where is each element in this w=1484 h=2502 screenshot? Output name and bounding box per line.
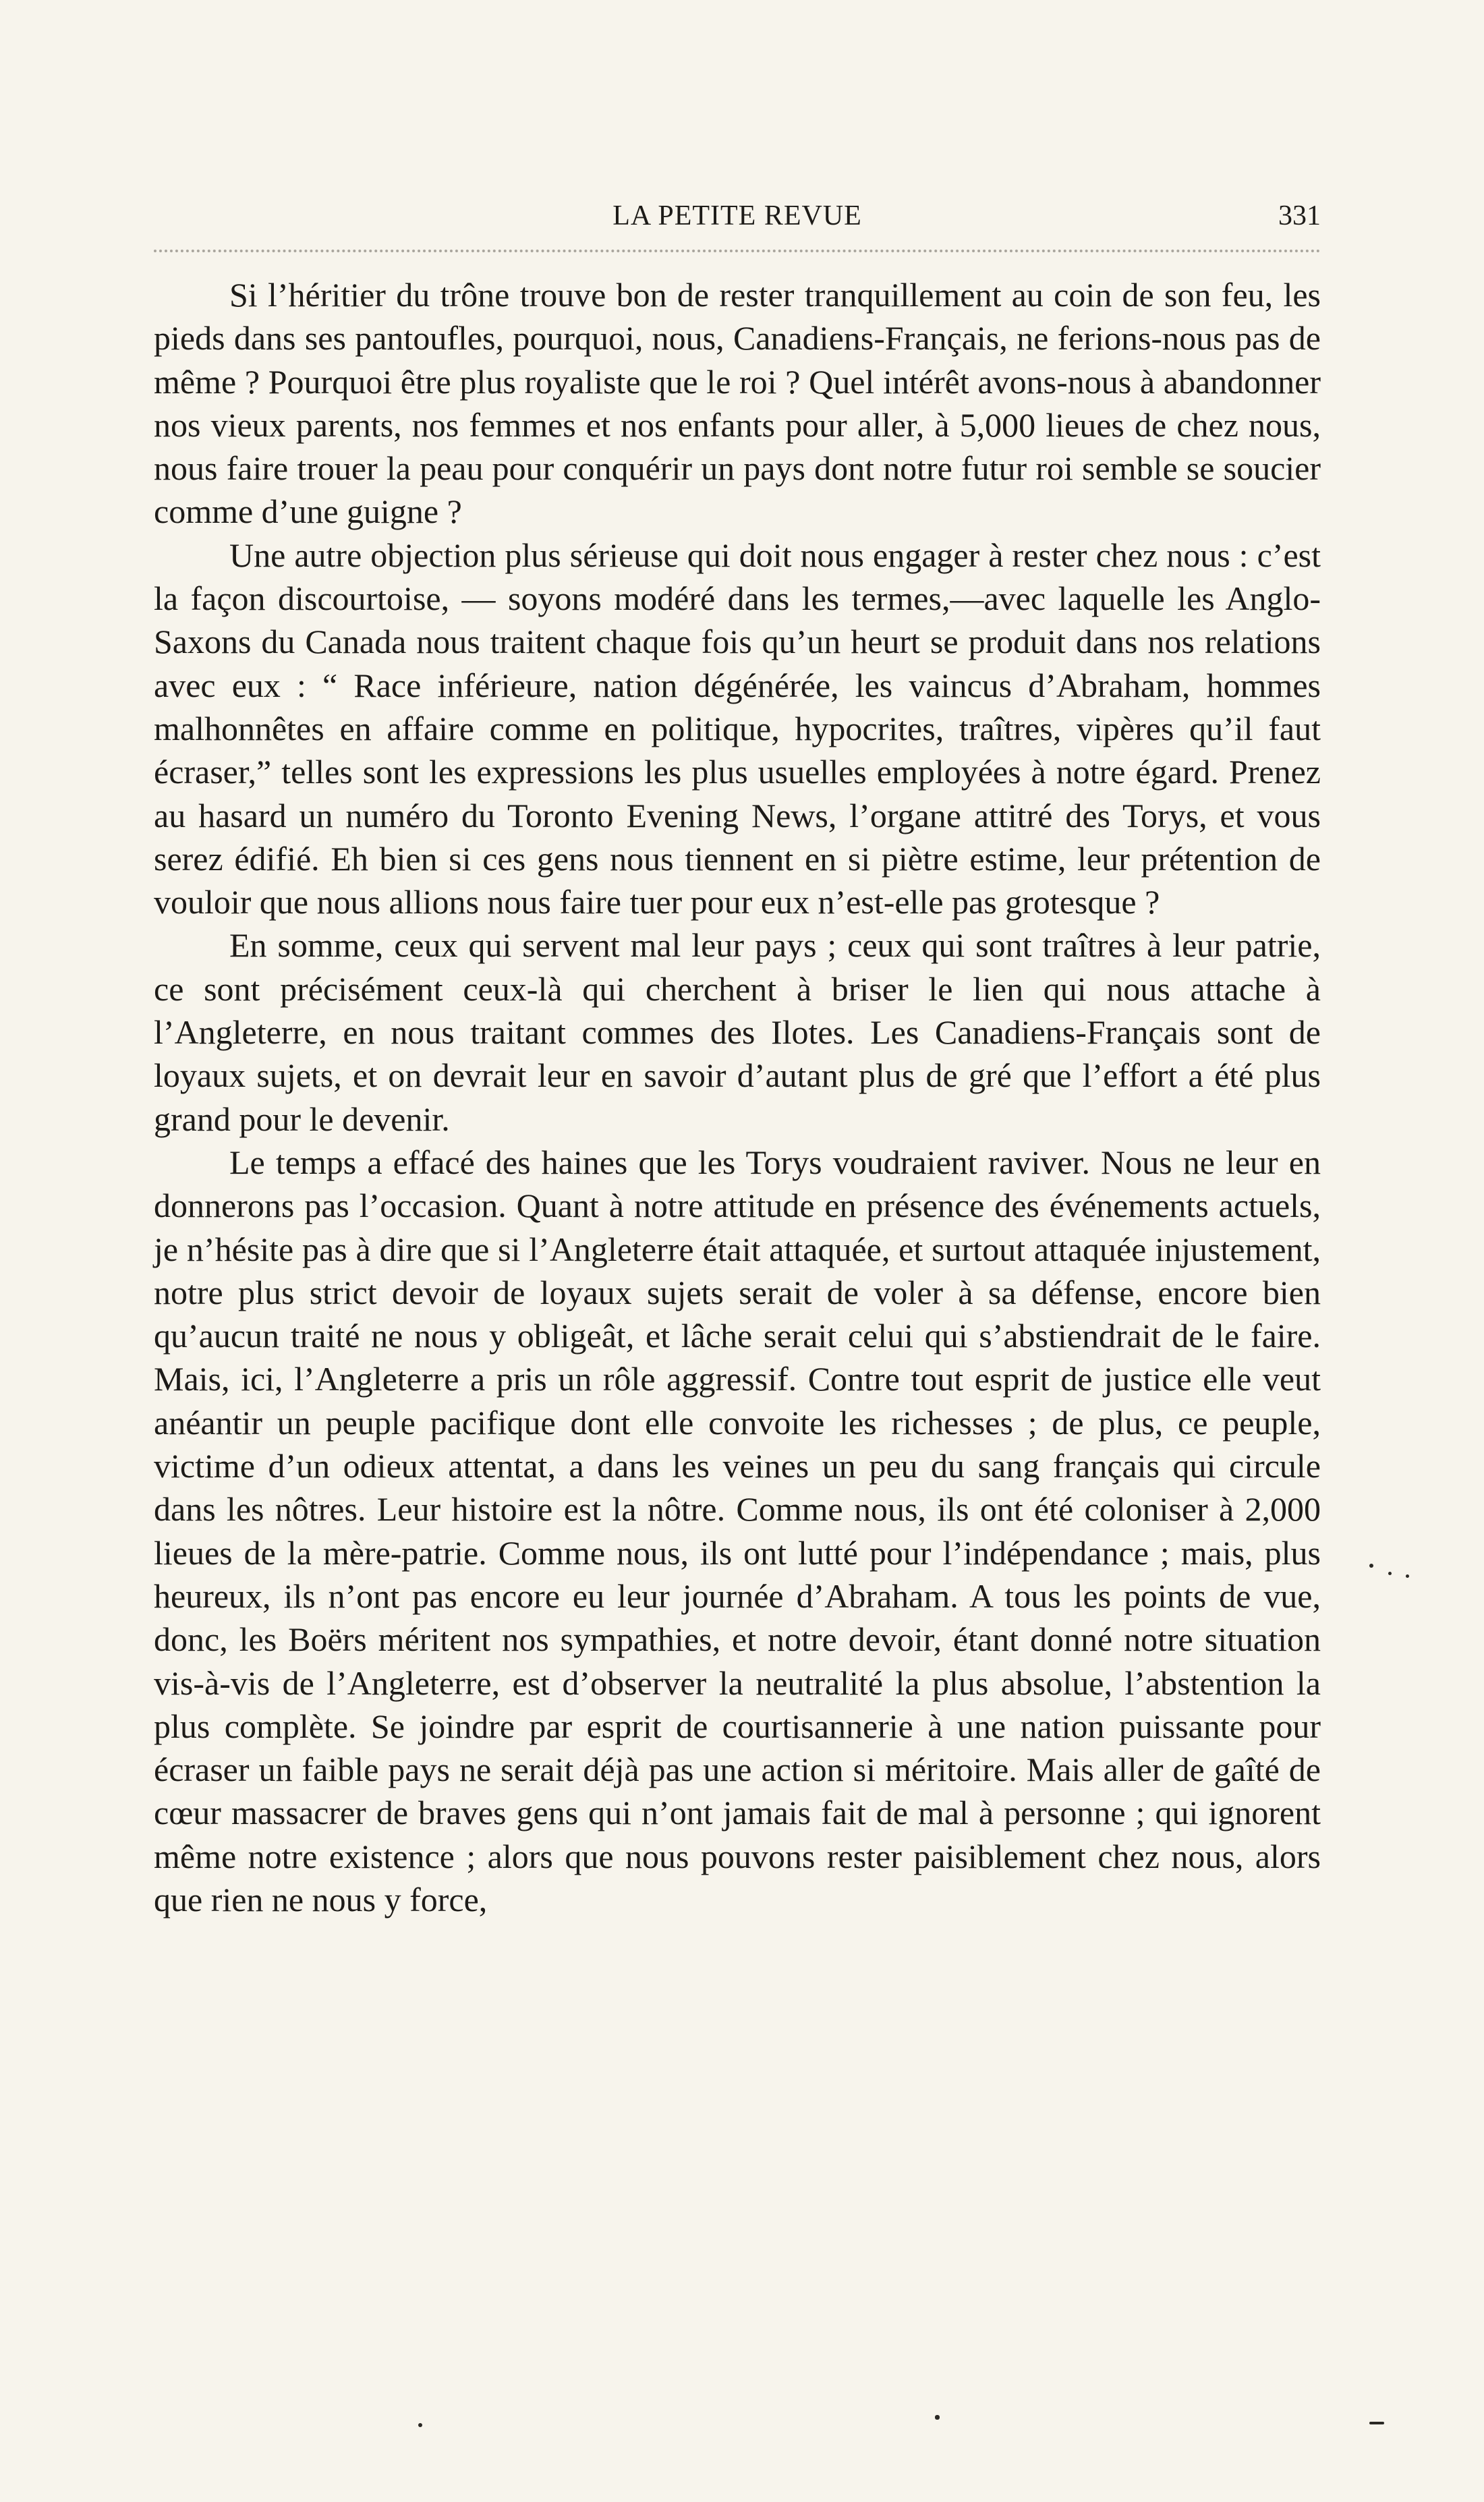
running-head [154,196,1321,236]
page-number: 331 [1278,200,1321,231]
paragraph-4: Le temps a effacé des haines que les Torys voudraient raviver. Nous ne leur en donnerons pas l’occasion. Quant à notre attitude en présence des événements actuels, je n’hésite pas à dire que si l’Angleterre était attaquée, et surtout attaquée injustement, notre plus strict devoir de loyaux sujets serait de voler à sa défense, encore bien qu’aucun traité ne nous y obligeât, et lâche serait celui qui s’abstiendrait de le faire. Mais, ici, l’Angleterre a pris un rôle aggressif. Contre tout esprit de justice elle veut anéantir un peuple pacifique dont elle convoite les richesses ; de plus, ce peuple, victime d’un odieux attentat, a dans les veines un peu du sang français qui circule dans les nôtres. Leur histoire est la nôtre. Comme nous, ils ont été coloniser à 2,000 lieues de la mère-patrie. Comme nous, ils ont lutté pour l’indépendance ; mais, plus heureux, ils n’ont pas encore eu leur journée d’Abraham. A tous les points de vue, donc, les Boërs méritent nos sympathies, et notre devoir, étant donné notre situation vis-à-vis de l’Angleterre, est d’observer la neutralité la plus absolue, l’abstention la plus complète. Se joindre par esprit de courtisannerie à une nation puissante pour écraser un faible pays ne serait déjà pas une action si méritoire. Mais aller de gaîté de cœur massacrer de braves gens qui n’ont jamais fait de mal à personne ; qui ignorent même notre existence ; alors que nous pouvons rester paisiblement chez nous, alors que rien ne nous y force, [154,1143,1321,1918]
print-speck [935,2415,940,2420]
print-speck [1369,2422,1384,2424]
paragraph-3: En somme, ceux qui servent mal leur pays ; ceux qui sont traîtres à leur patrie, ce sont précisément ceux-là qui cherchent à briser le lien qui nous attache à l’Angleterre, en nous traitant commes des Ilotes. Les Canadiens-Français sont de loyaux sujets, et on devrait leur en savoir d’autant plus de gré que l’effort a été plus grand pour le devenir. [154,926,1321,1138]
print-speck [1388,1572,1392,1575]
paragraph-1: Si l’héritier du trône trouve bon de rester tranquillement au coin de son feu, les pieds dans ses pantoufles, pourquoi, nous, Canadiens-Français, ne ferions-nous pas de même ? Pourquoi être plus royaliste que le roi ? Quel intérêt avons-nous à abandonner nos vieux parents, nos femmes et nos enfants pour aller, à 5,000 lieues de chez nous, nous faire trouer la peau pour conquérir un pays dont notre futur roi semble se soucier comme d’une guigne ? [154,276,1321,531]
print-speck [418,2423,422,2427]
paragraph-2: Une autre objection plus sérieuse qui doit nous engager à rester chez nous : c’est la façon discourtoise, — soyons modéré dans les termes,—avec laquelle les Anglo-Saxons du Canada nous traitent chaque fois qu’un heurt se produit dans nos relations avec eux : “ Race inférieure, nation dégénérée, les vaincus d’Abraham, hommes malhonnêtes en affaire comme en politique, hypocrites, traîtres, vipères qu’il faut écraser,” telles sont les expressions les plus usuelles employées à notre égard. Prenez au hasard un numéro du Toronto Evening News, l’organe attitré des Torys, et vous serez édifié. Eh bien si ces gens nous tiennent en si piètre estime, leur prétention de vouloir que nous allions nous faire tuer pour eux n’est-elle pas grotesque ? [154,536,1321,921]
print-speck [1369,1564,1373,1568]
print-speck [1406,1574,1409,1578]
running-title: LA PETITE REVUE [612,200,862,231]
body-text [154,273,1321,1921]
header-dotted-rule [154,250,1321,252]
